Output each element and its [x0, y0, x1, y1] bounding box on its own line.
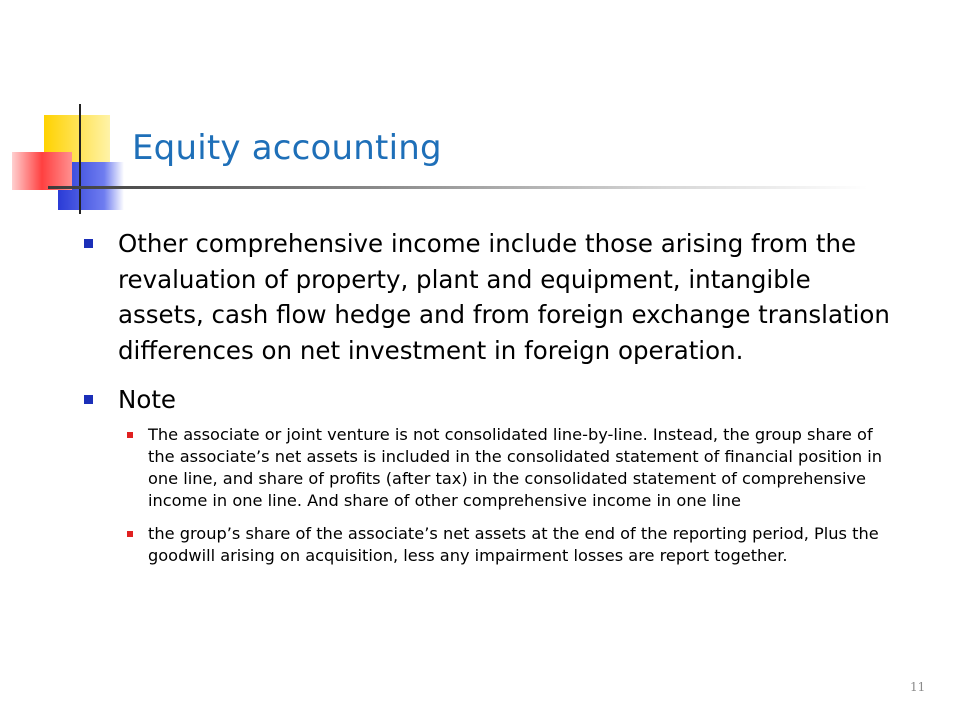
sub-bullet-text: the group’s share of the associate’s net assets at the end of the reporting period, Plus the goodwill arising on acquisition, less any impairment losses are report together.	[148, 523, 879, 565]
bullet-item	[84, 226, 894, 368]
bullet-list	[84, 226, 894, 581]
bullet-text: Note	[118, 385, 176, 414]
sub-bullet-square-icon	[127, 531, 133, 537]
bullet-item	[84, 382, 894, 567]
title-underline	[48, 186, 868, 189]
sub-bullet-list	[118, 424, 898, 568]
decorative-logo	[0, 100, 140, 220]
bullet-square-icon	[84, 395, 93, 404]
bullet-text: Other comprehensive income include those arising from the revaluation of property, plant and equipment, intangible assets, cash flow hedge and from foreign exchange translation differences on net investment in foreign operation.	[118, 229, 890, 365]
bullet-square-icon	[84, 239, 93, 248]
sub-bullet-item	[118, 424, 898, 513]
red-square	[12, 152, 72, 190]
sub-bullet-item	[118, 523, 898, 568]
sub-bullet-square-icon	[127, 432, 133, 438]
sub-bullet-text: The associate or joint venture is not consolidated line-by-line. Instead, the group share of the associate’s net assets is included in the consolidated statement of financial position in one line, and share of profits (after tax) in the consolidated statement of comprehensive income in one line. And share of other comprehensive income in one line	[148, 424, 883, 511]
page-number: 11	[910, 680, 926, 694]
slide-title: Equity accounting	[132, 128, 442, 168]
